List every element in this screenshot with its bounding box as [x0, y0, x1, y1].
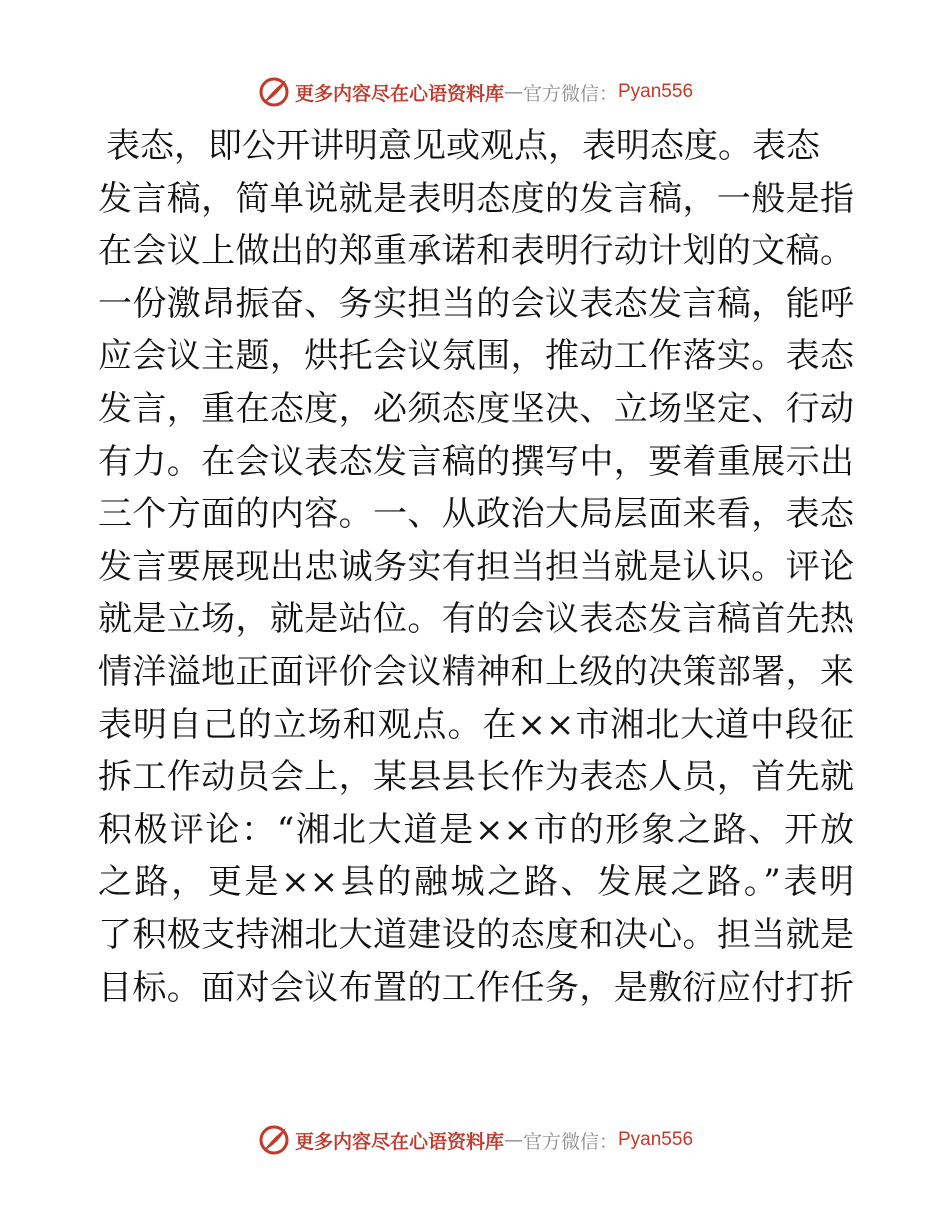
quill-logo-icon [257, 1123, 291, 1157]
body-line-5: 应会议主题，烘托会议氛围，推动工作落实。表态 [98, 336, 854, 377]
body-line-3: 在会议上做出的郑重承诺和表明行动计划的文稿。 [98, 231, 854, 272]
body-line-11: 情洋溢地正面评价会议精神和上级的决策部署，来 [98, 651, 854, 692]
body-line-8: 三个方面的内容。一、从政治大局层面来看，表态 [98, 494, 854, 535]
quill-logo-icon [257, 75, 291, 109]
body-line-4: 一份激昂振奋、务实担当的会议表态发言稿，能呼 [98, 283, 854, 324]
header-banner-subtitle: 官方微信： [522, 82, 618, 105]
footer-banner-title: 更多内容尽在心语资料库 [294, 1130, 504, 1153]
footer-banner [0, 1120, 950, 1160]
header-banner-wechat-id: Pyan556 [618, 81, 694, 102]
body-line-6: 发言，重在态度，必须态度坚决、立场坚定、行动 [98, 388, 854, 429]
footer-banner-wechat-id: Pyan556 [618, 1129, 694, 1150]
body-line-13: 拆工作动员会上，某县县长作为表态人员，首先就 [98, 757, 854, 798]
body-line-12: 表明自己的立场和观点。在××市湘北大道中段征 [98, 704, 854, 745]
body-line-9: 发言要展现出忠诚务实有担当担当就是认识。评论 [98, 546, 854, 587]
header-banner-dash: — [503, 81, 523, 103]
footer-banner-dash: — [503, 1129, 523, 1151]
header-banner [0, 72, 950, 112]
header-banner-title: 更多内容尽在心语资料库 [294, 82, 504, 105]
footer-banner-subtitle: 官方微信： [522, 1130, 618, 1153]
body-line-16: 了积极支持湘北大道建设的态度和决心。担当就是 [98, 914, 854, 955]
document-body [98, 120, 854, 1014]
body-line-15: 之路，更是××县的融城之路、发展之路。”表明 [98, 862, 854, 903]
body-line-10: 就是立场，就是站位。有的会议表态发言稿首先热 [98, 599, 854, 640]
body-line-17: 目标。面对会议布置的工作任务，是敷衍应付打折 [98, 967, 854, 1008]
body-line-7: 有力。在会议表态发言稿的撰写中，要着重展示出 [98, 441, 854, 482]
header-banner-content [257, 75, 693, 109]
body-line-2: 发言稿，简单说就是表明态度的发言稿，一般是指 [98, 178, 854, 219]
footer-banner-content [257, 1123, 693, 1157]
body-line-1: 表态，即公开讲明意见或观点，表明态度。表态 [106, 126, 820, 166]
body-line-14: 积极评论：“湘北大道是××市的形象之路、开放 [98, 809, 854, 850]
